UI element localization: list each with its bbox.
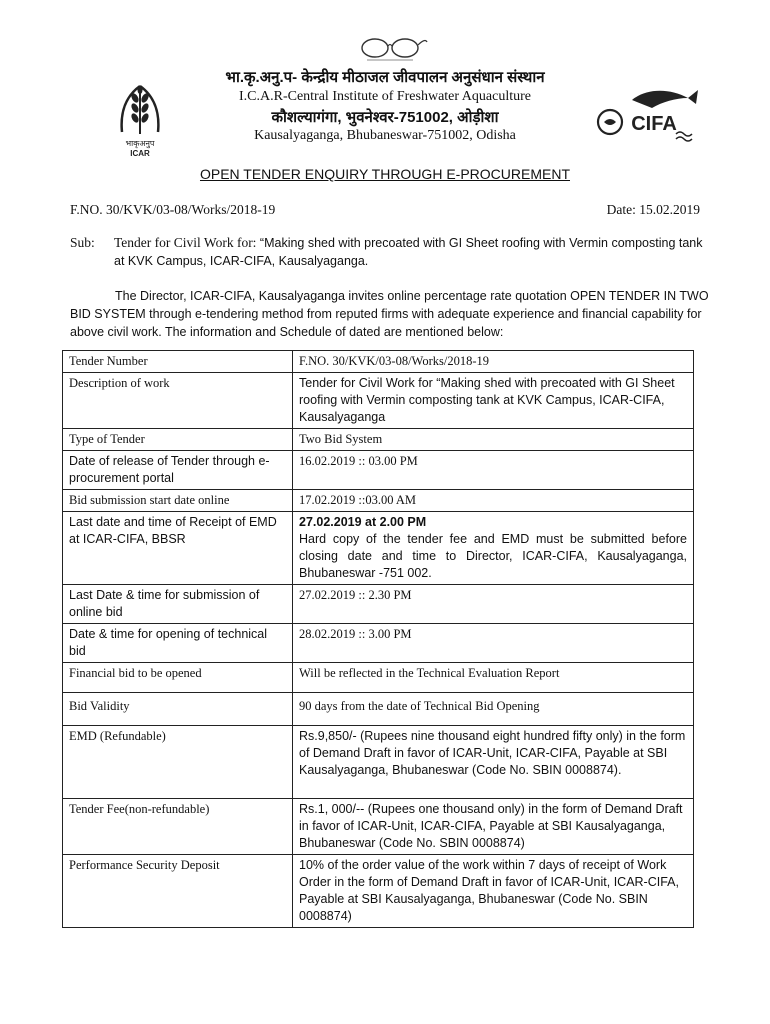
table-row — [63, 490, 694, 512]
subject-lead: Tender for Civil Work for: — [114, 235, 257, 250]
subject-body: “Making shed with precoated with GI Sheet roofing with Vermin composting tank at KVK Campus, ICAR-CIFA, Kausalyaganga. — [114, 236, 703, 268]
row-value: Two Bid System — [293, 429, 694, 451]
table-row — [63, 799, 694, 855]
table-row — [63, 624, 694, 663]
institute-address-hindi: कौशल्यागंगा, भुवनेश्वर-751002, ओड़ीशा — [271, 109, 499, 126]
table-row — [63, 351, 694, 373]
row-value: 10% of the order value of the work within 7 days of receipt of Work Order in the form of Demand Draft in favor of ICAR-Unit, ICAR-CIFA, Payable at SBI Kausalyaganga, Bhubaneswar (Code No. SBIN 0008874) — [293, 855, 694, 928]
row-value: 27.02.2019 :: 2.30 PM — [293, 585, 694, 624]
row-value: 17.02.2019 ::03.00 AM — [293, 490, 694, 512]
emd-deadline: 27.02.2019 at 2.00 PM — [299, 515, 427, 529]
row-label: EMD (Refundable) — [63, 726, 293, 799]
table-row — [63, 693, 694, 726]
row-value — [293, 512, 694, 585]
tender-schedule-table — [62, 350, 694, 928]
row-value: 90 days from the date of Technical Bid Opening — [293, 693, 694, 726]
row-value: Tender for Civil Work for “Making shed with precoated with GI Sheet roofing with Vermin composting tank at KVK Campus, ICAR-CIFA, Kausalyaganga — [293, 373, 694, 429]
swachh-bharat-glasses-icon — [355, 34, 429, 64]
svg-text:भाकृअनुप: भाकृअनुप — [125, 139, 155, 148]
institute-name-hindi: भा.कृ.अनु.प- केन्द्रीय मीठाजल जीवपालन अनुसंधान संस्थान — [225, 69, 545, 86]
row-label: Description of work — [63, 373, 293, 429]
svg-text:ICAR: ICAR — [130, 149, 150, 158]
institute-name-english: I.C.A.R-Central Institute of Freshwater Aquaculture — [239, 89, 531, 104]
row-value: 16.02.2019 :: 03.00 PM — [293, 451, 694, 490]
table-row — [63, 451, 694, 490]
row-value: Will be reflected in the Technical Evaluation Report — [293, 663, 694, 693]
row-label: Bid submission start date online — [63, 490, 293, 512]
row-label: Tender Number — [63, 351, 293, 373]
row-label: Date of release of Tender through e-procurement portal — [63, 451, 293, 490]
row-label: Last Date & time for submission of online bid — [63, 585, 293, 624]
subject-label: Sub: — [70, 235, 95, 250]
document-title: OPEN TENDER ENQUIRY THROUGH E-PROCUREMENT — [199, 166, 570, 182]
file-number: F.NO. 30/KVK/03-08/Works/2018-19 — [70, 202, 276, 217]
subject-text — [114, 234, 704, 270]
intro-paragraph: The Director, ICAR-CIFA, Kausalyaganga invites online percentage rate quotation OPEN TENDER IN TWO BID SYSTEM through e-tendering method from reputed firms with adequate experience and financial capability for above civil work. The information and Schedule of dated are mentioned below: — [70, 289, 709, 339]
table-row — [63, 855, 694, 928]
table-row — [63, 429, 694, 451]
row-label: Bid Validity — [63, 693, 293, 726]
table-row — [63, 512, 694, 585]
row-label: Type of Tender — [63, 429, 293, 451]
table-row — [63, 373, 694, 429]
row-value: Rs.1, 000/-- (Rupees one thousand only) in the form of Demand Draft in favor of ICAR-Unit, ICAR-CIFA, Payable at SBI Kausalyaganga, Bhubaneswar (Code No. SBIN 0008874) — [293, 799, 694, 855]
emd-instruction: Hard copy of the tender fee and EMD must be submitted before closing date and time to Director, ICAR-CIFA, Kausalyaganga, Bhubaneswar -751 002. — [299, 532, 687, 580]
institute-address-english: Kausalyaganga, Bhubaneswar-751002, Odisha — [254, 128, 516, 143]
row-value: F.NO. 30/KVK/03-08/Works/2018-19 — [293, 351, 694, 373]
table-row — [63, 663, 694, 693]
row-value: Rs.9,850/- (Rupees nine thousand eight hundred fifty only) in the form of Demand Draft in favor of ICAR-Unit, ICAR-CIFA, Payable at SBI Kausalyaganga, Bhubaneswar (Code No. SBIN 0008874). — [293, 726, 694, 799]
row-label: Financial bid to be opened — [63, 663, 293, 693]
row-label: Date & time for opening of technical bid — [63, 624, 293, 663]
row-label: Performance Security Deposit — [63, 855, 293, 928]
table-row — [63, 726, 694, 799]
table-row — [63, 585, 694, 624]
row-label: Last date and time of Receipt of EMD at ICAR-CIFA, BBSR — [63, 512, 293, 585]
svg-text:CIFA: CIFA — [631, 113, 677, 135]
row-value: 28.02.2019 :: 3.00 PM — [293, 624, 694, 663]
row-label: Tender Fee(non-refundable) — [63, 799, 293, 855]
document-date: Date: 15.02.2019 — [606, 202, 700, 217]
